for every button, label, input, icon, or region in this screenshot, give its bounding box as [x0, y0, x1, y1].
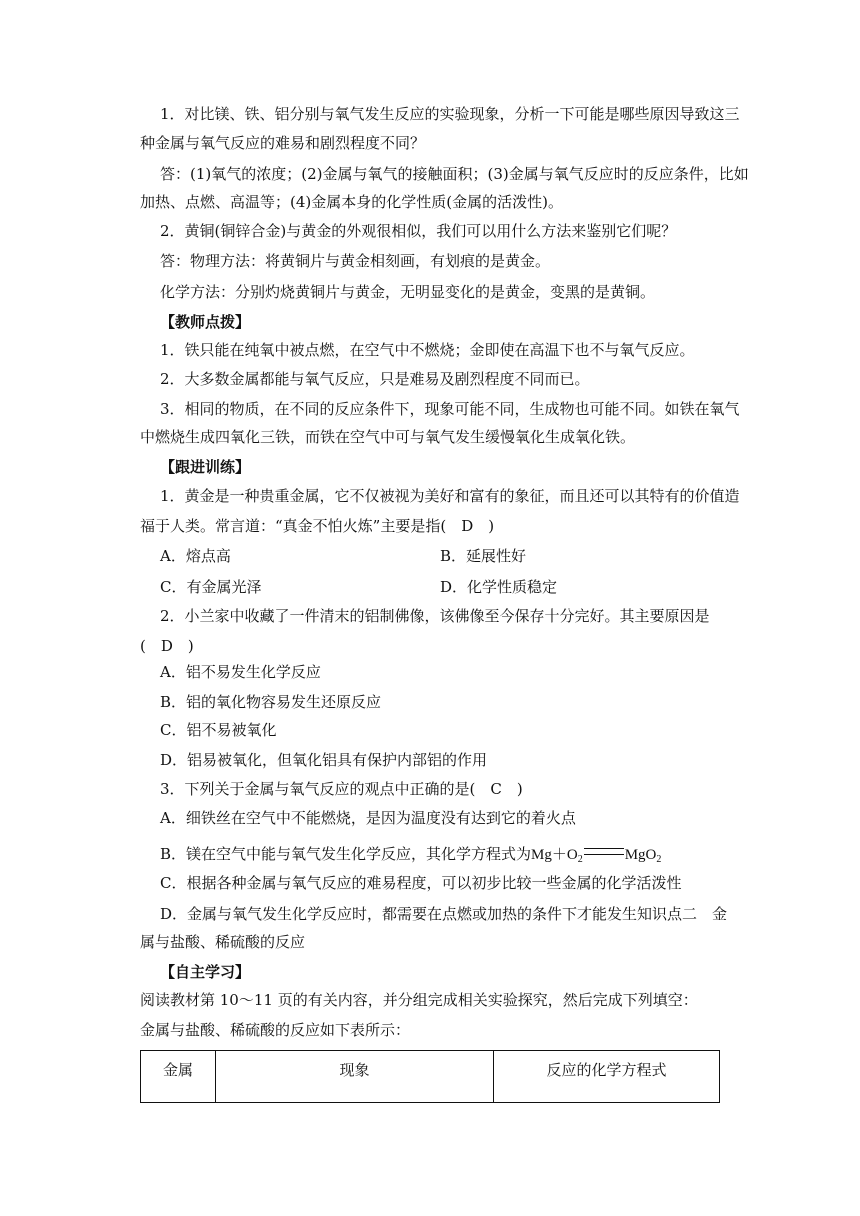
self-study-paragraph-2: 金属与盐酸、稀硫酸的反应如下表所示： [140, 1021, 411, 1039]
teacher-tip-2: 2．大多数金属都能与氧气反应，只是难易及剧烈程度不同而已。 [160, 370, 590, 388]
header-phenomenon: 现象 [216, 1051, 494, 1103]
exercise-3-option-b [160, 844, 661, 870]
teacher-tip-1: 1．铁只能在纯氧中被点燃，在空气中不燃烧；金即使在高温下也不与氧气反应。 [160, 341, 695, 359]
exercise-1-line-2: 福于人类。常言道：“真金不怕火炼”主要是指( D ) [140, 517, 495, 535]
oxygen-subscript: 2 [577, 854, 583, 865]
question-1-line-1: 1．对比镁、铁、铝分别与氧气发生反应的实验现象，分析一下可能是哪些原因导致这三 [160, 105, 740, 123]
exercise-3-option-a: A．细铁丝在空气中不能燃烧，是因为温度没有达到它的着火点 [160, 809, 576, 827]
exercise-1-option-b: B．延展性好 [440, 547, 527, 565]
question-1-line-2: 种金属与氧气反应的难易和剧烈程度不同？ [140, 134, 426, 152]
exercise-3-option-b-text: B．镁在空气中能与氧气发生化学反应，其化学方程式为 [160, 845, 532, 863]
answer-1-line-1: 答：(1)氧气的浓度；(2)金属与氧气的接触面积；(3)金属与氧气反应时的反应条件，比如 [160, 165, 749, 183]
practice-heading: 【跟进训练】 [160, 458, 251, 476]
product-subscript: 2 [656, 854, 662, 865]
exercise-1-line-1: 1．黄金是一种贵重金属，它不仅被视为美好和富有的象征，而且还可以其特有的价值造 [160, 487, 740, 505]
equation-equals-sign [584, 848, 624, 855]
exercise-3-option-c: C．根据各种金属与氧气反应的难易程度，可以初步比较一些金属的化学活泼性 [160, 874, 682, 892]
question-2: 2．黄铜(铜锌合金)与黄金的外观很相似，我们可以用什么方法来鉴别它们呢？ [160, 222, 677, 240]
teacher-tip-3-line-2: 中燃烧生成四氧化三铁，而铁在空气中可与氧气发生缓慢氧化生成氧化铁。 [140, 428, 636, 446]
exercise-2-option-b: B．铝的氧化物容易发生还原反应 [160, 693, 382, 711]
chemical-equation [531, 847, 661, 863]
self-study-heading: 【自主学习】 [160, 963, 251, 981]
answer-2-physical: 答：物理方法：将黄铜片与黄金相刻画，有划痕的是黄金。 [160, 252, 551, 270]
table-header-row [141, 1051, 720, 1103]
exercise-2-option-d: D．铝易被氧化，但氧化铝具有保护内部铝的作用 [160, 751, 488, 769]
exercise-1-option-c: C．有金属光泽 [160, 578, 262, 596]
exercise-1-option-d: D．化学性质稳定 [440, 578, 558, 596]
equation-product: MgO [624, 847, 657, 863]
metal-reaction-table [140, 1050, 720, 1103]
exercise-3-option-d-line-2: 属与盐酸、稀硫酸的反应 [140, 933, 306, 951]
equation-reactants: Mg＋O [531, 847, 578, 863]
exercise-2-option-c: C．铝不易被氧化 [160, 721, 277, 739]
exercise-3-stem: 3．下列关于金属与氧气反应的观点中正确的是( C ) [160, 780, 523, 798]
exercise-3-option-d-line-1: D．金属与氧气发生化学反应时，都需要在点燃或加热的条件下才能发生知识点二 金 [160, 905, 728, 923]
self-study-paragraph-1: 阅读教材第 10～11 页的有关内容，并分组完成相关实验探究，然后完成下列填空： [140, 991, 698, 1009]
exercise-2-line-2: ( D ) [140, 637, 194, 655]
header-metal: 金属 [141, 1051, 216, 1103]
exercise-1-option-a: A．熔点高 [160, 547, 231, 565]
header-equation: 反应的化学方程式 [494, 1051, 720, 1103]
teacher-tip-3-line-1: 3．相同的物质，在不同的反应条件下，现象可能不同，生成物也可能不同。如铁在氧气 [160, 400, 740, 418]
teacher-tips-heading: 【教师点拨】 [160, 313, 251, 331]
exercise-2-option-a: A．铝不易发生化学反应 [160, 663, 321, 681]
answer-1-line-2: 加热、点燃、高温等；(4)金属本身的化学性质(金属的活泼性)。 [140, 193, 563, 211]
answer-2-chemical: 化学方法：分别灼烧黄铜片与黄金，无明显变化的是黄金，变黑的是黄铜。 [160, 283, 656, 301]
exercise-2-line-1: 2．小兰家中收藏了一件清末的铝制佛像，该佛像至今保存十分完好。其主要原因是 [160, 607, 710, 625]
